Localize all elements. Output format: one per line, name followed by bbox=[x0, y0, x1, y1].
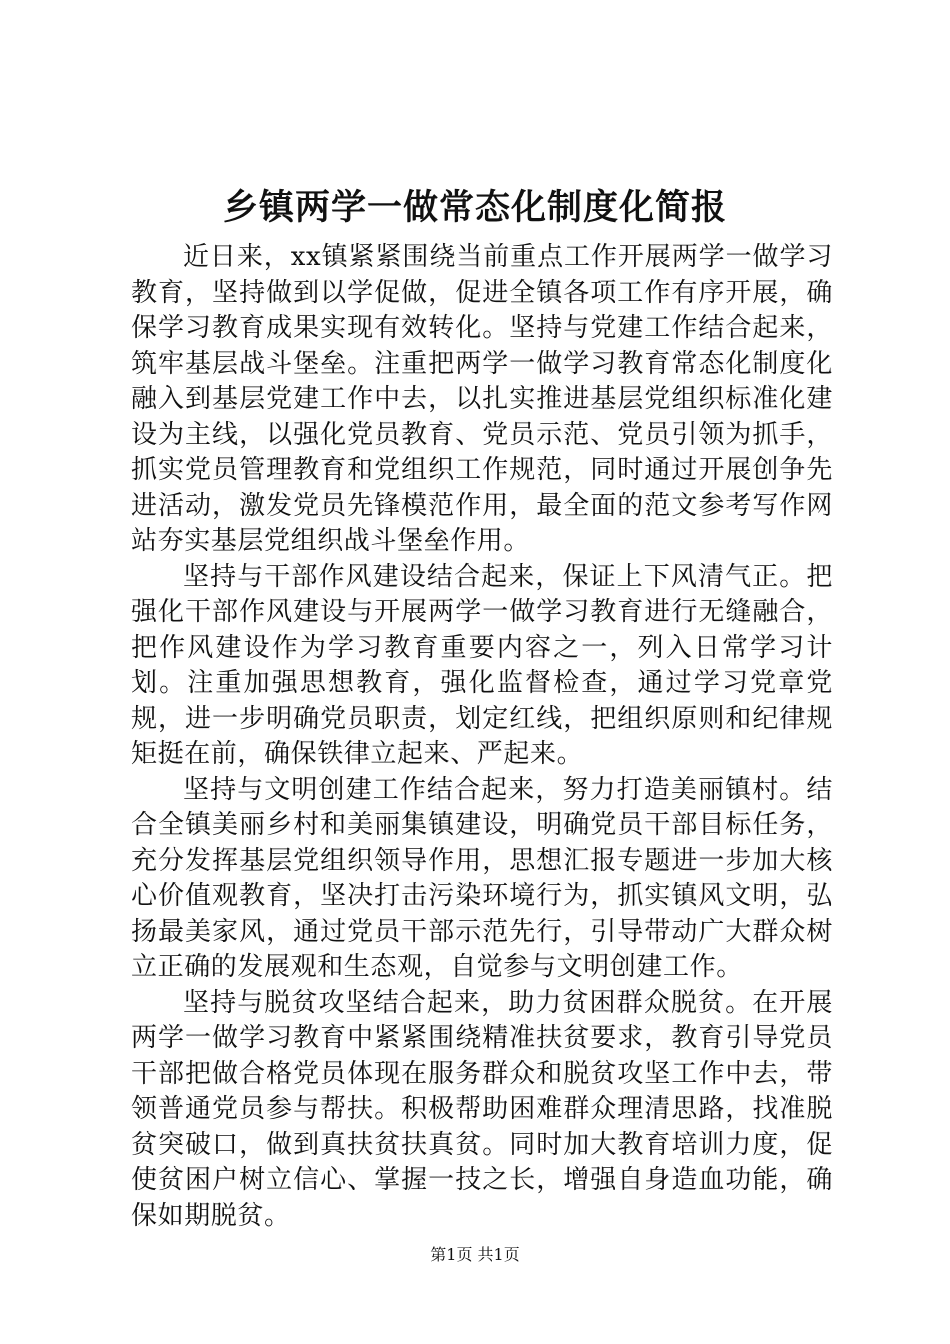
paragraph-3: 坚持与文明创建工作结合起来，努力打造美丽镇村。结合全镇美丽乡村和美丽集镇建设，明确党员干部目标任务，充分发挥基层党组织领导作用，思想汇报专题进一步加大核心价值观教育，坚决打击污染环境行为，抓实镇风文明，弘扬最美家风，通过党员干部示范先行，引导带动广大群众树立正确的发展观和生态观，自觉参与文明创建工作。 bbox=[131, 774, 833, 982]
paragraph-4: 坚持与脱贫攻坚结合起来，助力贫困群众脱贫。在开展两学一做学习教育中紧紧围绕精准扶贫要求，教育引导党员干部把做合格党员体现在服务群众和脱贫攻坚工作中去，带领普通党员参与帮扶。积极帮助困难群众理清思路，找准脱贫突破口，做到真扶贫扶真贫。同时加大教育培训力度，促使贫困户树立信心、掌握一技之长，增强自身造血功能，确保如期脱贫。 bbox=[131, 987, 833, 1231]
paragraph-2: 坚持与干部作风建设结合起来，保证上下风清气正。把强化干部作风建设与开展两学一做学习教育进行无缝融合，把作风建设作为学习教育重要内容之一，列入日常学习计划。注重加强思想教育，强化监督检查，通过学习党章党规，进一步明确党员职责，划定红线，把组织原则和纪律规矩挺在前，确保铁律立起来、严起来。 bbox=[131, 561, 833, 769]
page-title: 乡镇两学一做常态化制度化简报 bbox=[222, 187, 727, 228]
paragraph-1: 近日来，xx镇紧紧围绕当前重点工作开展两学一做学习教育，坚持做到以学促做，促进全镇各项工作有序开展，确保学习教育成果实现有效转化。坚持与党建工作结合起来，筑牢基层战斗堡垒。注重把两学一做学习教育常态化制度化融入到基层党建工作中去，以扎实推进基层党组织标准化建设为主线，以强化党员教育、党员示范、党员引领为抓手，抓实党员管理教育和党组织工作规范，同时通过开展创争先进活动，激发党员先锋模范作用，最全面的范文参考写作网站夯实基层党组织战斗堡垒作用。 bbox=[131, 242, 833, 556]
page-number: 第1页 共1页 bbox=[430, 1245, 520, 1264]
document-body bbox=[131, 240, 833, 1234]
